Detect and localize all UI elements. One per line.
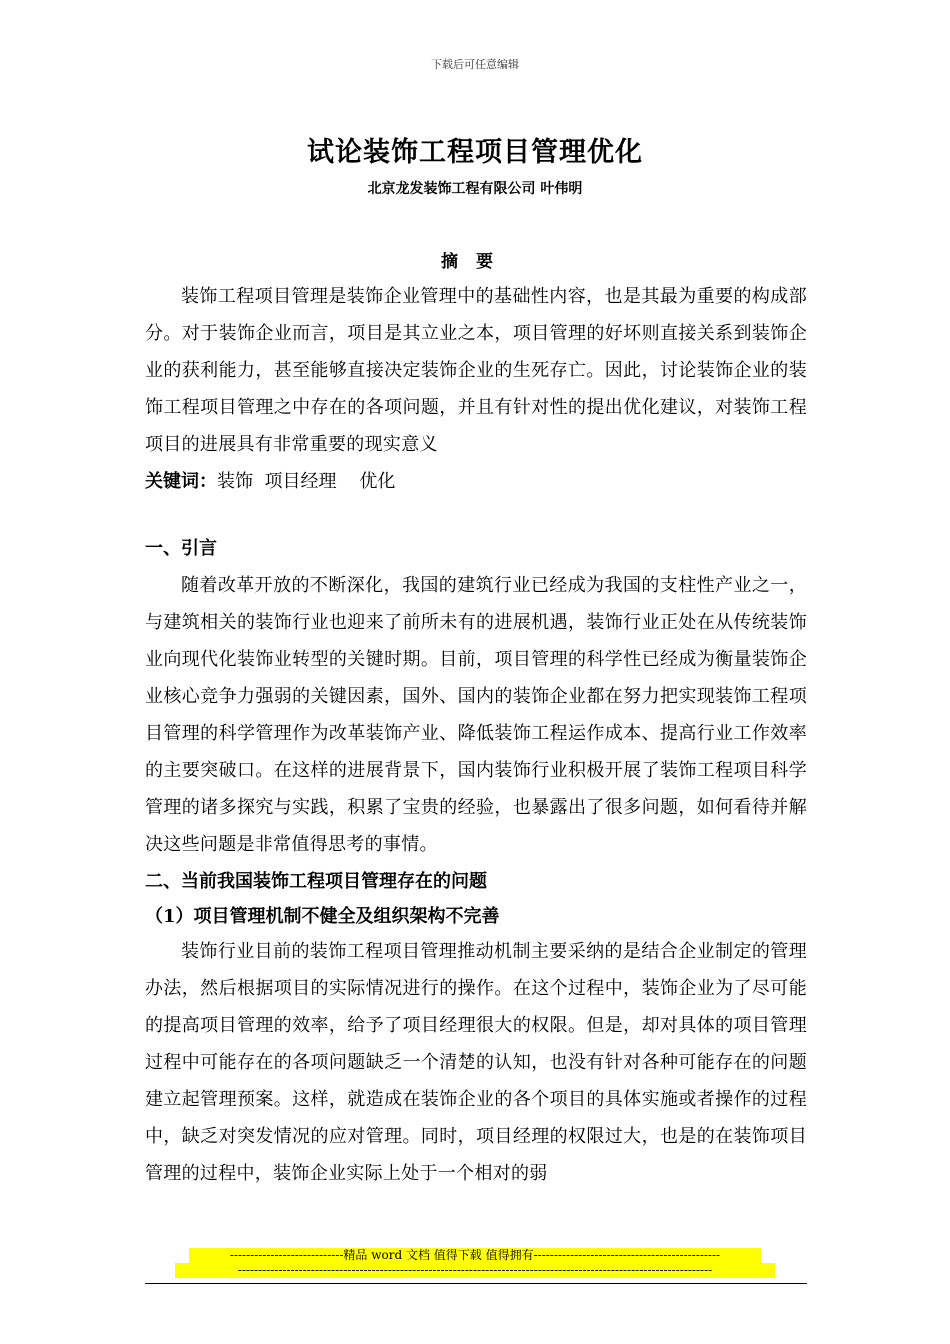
section-heading-intro: 一、引言: [145, 538, 217, 559]
section-text-problems: 装饰行业目前的装饰工程项目管理推动机制主要采纳的是结合企业制定的管理办法，然后根据项目的实际情况进行的操作。在这个过程中，装饰企业为了尽可能的提高项目管理的效率，给予了项目经理很大的权限。但是，却对具体的项目管理过程中可能存在的各项问题缺乏一个清楚的认知，也没有针对各种可能存在的问题建立起管理预案。这样，就造成在装饰企业的各个项目的具体实施或者操作的过程中，缺乏对突发情况的应对管理。同时，项目经理的权限过大，也是的在装饰项目管理的过程中，装饰企业实际上处于一个相对的弱: [145, 941, 807, 1184]
footer-banner-line: ----------------------------精品 word 文档 值得下载 值得拥有----------------------------------------------: [189, 1248, 761, 1263]
keywords-value: 装饰 项目经理 优化: [217, 471, 396, 492]
abstract-text: 装饰工程项目管理是装饰企业管理中的基础性内容，也是其最为重要的构成部分。对于装饰企业而言，项目是其立业之本，项目管理的好坏则直接关系到装饰企业的获利能力，甚至能够直接决定装饰企业的生死存亡。因此，讨论装饰企业的装饰工程项目管理之中存在的各项问题，并且有针对性的提出优化建议，对装饰工程项目的进展具有非常重要的现实意义: [145, 286, 807, 455]
section-text-intro: 随着改革开放的不断深化，我国的建筑行业已经成为我国的支柱性产业之一，与建筑相关的装饰行业也迎来了前所未有的进展机遇，装饰行业正处在从传统装饰业向现代化装饰业转型的关键时期。目前，项目管理的科学性已经成为衡量装饰企业核心竞争力强弱的关键因素，国外、国内的装饰企业都在努力把实现装饰工程项目管理的科学管理作为改革装饰产业、降低装饰工程运作成本、提高行业工作效率的主要突破口。在这样的进展背景下，国内装饰行业积极开展了装饰工程项目科学管理的诸多探究与实践，积累了宝贵的经验，也暴露出了很多问题，如何看待并解决这些问题是非常值得思考的事情。: [145, 575, 807, 855]
spacer: [145, 500, 807, 530]
keywords-label: 关键词：: [145, 471, 217, 492]
keywords-line: [145, 463, 807, 500]
header-note: 下载后可任意编辑: [431, 58, 519, 71]
subsection-heading-mechanism: （1）项目管理机制不健全及组织架构不完善: [145, 906, 500, 927]
footer: [0, 1248, 950, 1278]
abstract-heading: 摘要: [441, 252, 511, 272]
footer-dash-line: ---------------------------------------------------------------------------------------------------------------------: [175, 1263, 775, 1278]
document-body: [145, 246, 807, 1192]
page-title: 试论装饰工程项目管理优化: [307, 137, 643, 168]
section-heading-problems: 二、当前我国装饰工程项目管理存在的问题: [145, 871, 487, 892]
footer-rule: [145, 1283, 807, 1284]
author-line: 北京龙发装饰工程有限公司 叶伟明: [367, 181, 583, 197]
